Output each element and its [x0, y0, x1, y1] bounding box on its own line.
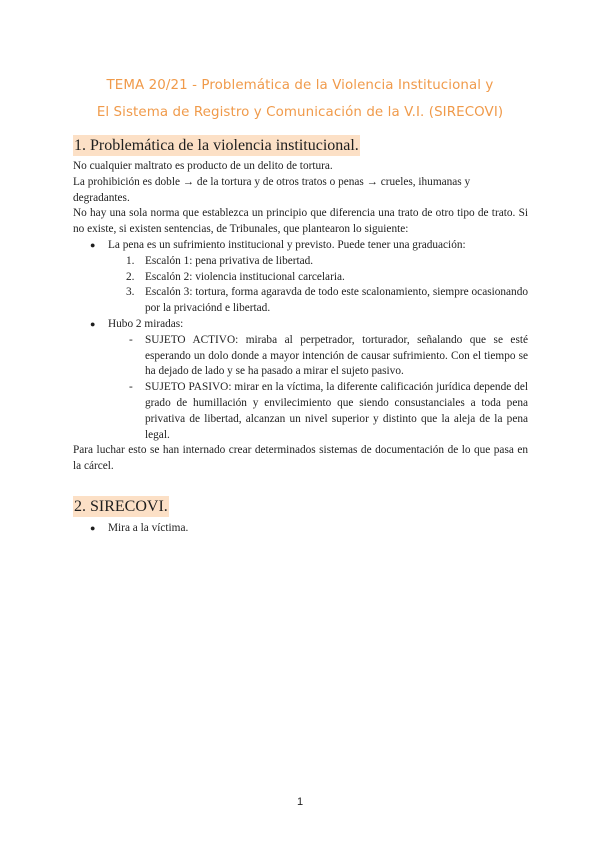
step-text: Escalón 1: pena privativa de libertad.	[145, 254, 314, 267]
section-1-heading: 1. Problemática de la violencia institucional.	[74, 137, 359, 154]
bullet-list	[73, 238, 528, 443]
list-item	[108, 285, 528, 317]
paragraph-1: No cualquier maltrato es producto de un delito de tortura.	[73, 160, 333, 172]
document-title	[60, 72, 540, 126]
dash-text: SUJETO PASIVO: mirar en la víctima, la diferente calificación jurídica depende del grado de humillación y envilecimiento que siendo consustanciales a toda pena privativa de libertad, alcanzan un nivel superior y distinto que la aleja de la pena legal.	[145, 381, 528, 441]
dash-marker: -	[129, 381, 133, 394]
paragraph-3: No hay una sola norma que establezca un principio que diferencia una trato de otro tipo de trato. Si no existe, si existen sentencias, de Tribunales, que plantearon lo siguiente:	[73, 207, 528, 236]
list-item	[73, 521, 528, 537]
list-item	[108, 333, 528, 380]
bullet-icon: ●	[90, 318, 96, 329]
list-item	[108, 270, 528, 286]
list-item	[108, 380, 528, 443]
page-number: 1	[296, 796, 304, 808]
dash-list	[108, 333, 528, 444]
list-number: 3.	[126, 286, 135, 299]
list-item	[73, 238, 528, 317]
bullet-text: Hubo 2 miradas:	[108, 317, 184, 330]
paragraph-2: La prohibición es doble → de la tortura y de otros tratos o penas → crueles, ihumanas y degradantes.	[73, 175, 471, 204]
bullet-text: Mira a la víctima.	[108, 522, 189, 534]
list-item	[108, 254, 528, 270]
title-line-2: El Sistema de Registro y Comunicación de la V.I. (SIRECOVI)	[96, 105, 504, 120]
dash-text: SUJETO ACTIVO: miraba al perpetrador, torturador, señalando que se esté esperando un dolo donde a mayor intención de causar sufrimiento. Con el tiempo se ha dejado de lado y se ha pasado a mirar el sujeto pasivo.	[145, 333, 528, 378]
list-number: 1.	[126, 254, 135, 267]
title-line-1: TEMA 20/21 - Problemática de la Violencia Institucional y	[106, 78, 494, 93]
section-2-heading: 2. SIRECOVI.	[74, 498, 168, 515]
bullet-text: La pena es un sufrimiento institucional y previsto. Puede tener una graduación:	[108, 238, 466, 251]
section-2-body	[73, 521, 528, 537]
paragraph-4: Para luchar esto se han internado crear determinados sistemas de documentación de lo que pasa en la cárcel.	[73, 444, 528, 473]
bullet-icon: ●	[90, 523, 96, 533]
dash-marker: -	[129, 333, 133, 346]
bullet-list	[73, 521, 528, 537]
list-item	[73, 317, 528, 443]
section-1-body	[73, 159, 528, 475]
bullet-icon: ●	[90, 239, 96, 250]
step-text: Escalón 3: tortura, forma agaravda de todo este scalonamiento, siempre ocasionando por la privaciónd e libertad.	[145, 286, 528, 315]
step-text: Escalón 2: violencia institucional carcelaria.	[145, 270, 345, 283]
list-number: 2.	[126, 270, 135, 283]
numbered-list	[108, 254, 528, 317]
